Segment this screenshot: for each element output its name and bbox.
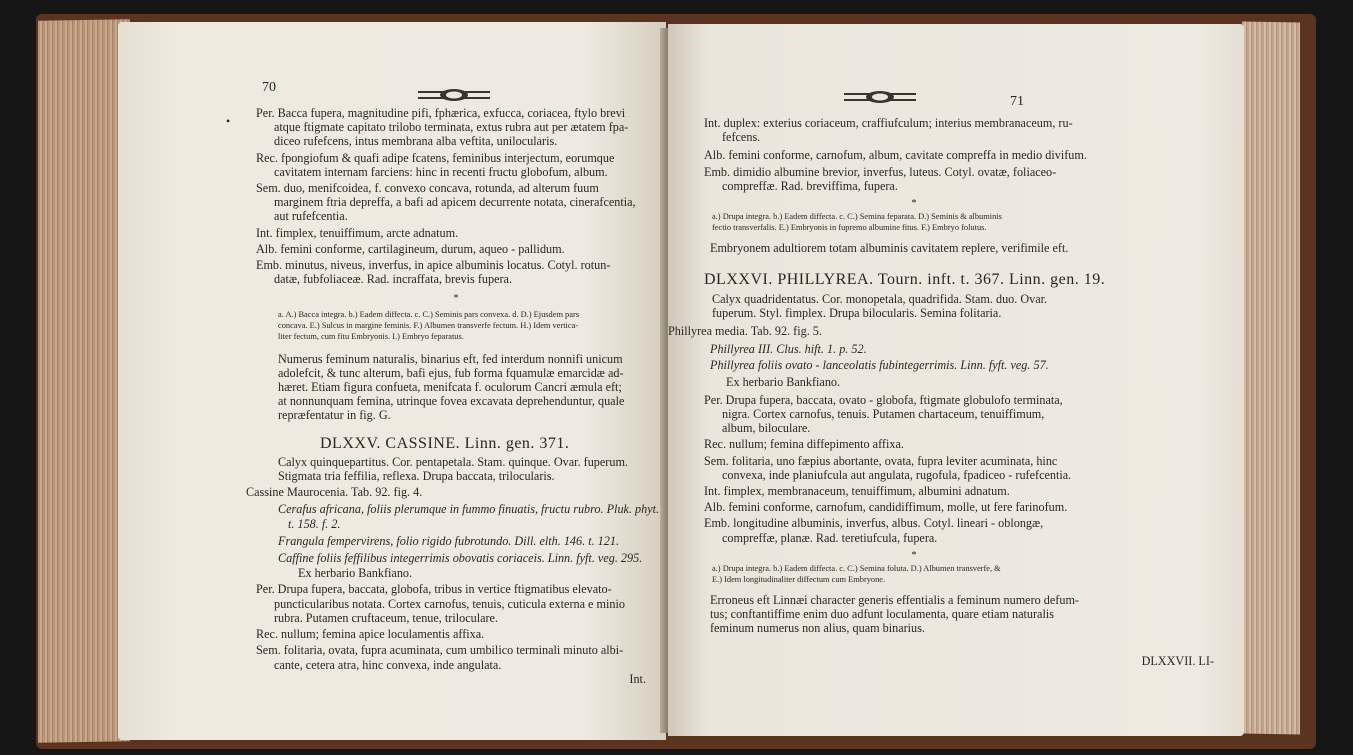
text-line: Per. Drupa fupera, baccata, ovato - globofa, ftigmate globulofo terminata, (704, 392, 1063, 407)
species-line: Cassine Maurocenia. Tab. 92. fig. 4. (246, 485, 423, 500)
para-alb (256, 242, 656, 256)
text-line: Calyx quadridentatus. Cor. monopetala, quadrifida. Stam. duo. Ovar. (712, 291, 1048, 306)
section-star: * (453, 293, 459, 305)
text-line: Emb. longitudine albuminis, inverfus, albus. Cotyl. lineari - oblongæ, (704, 516, 1044, 531)
para-numerus (256, 352, 656, 423)
page-edges-right (1242, 21, 1300, 734)
margin-bullet: • (226, 114, 231, 128)
figure-notes (256, 309, 656, 342)
para-int-2 (704, 484, 1124, 498)
left-text-block (246, 106, 660, 686)
calyx-description (256, 455, 656, 483)
para-alb-2 (704, 500, 1124, 514)
text-line: Emb. dimidio albumine brevior, inverfus, luteus. Cotyl. ovatæ, foliaceo- (704, 164, 1057, 179)
text-line: t. 158. f. 2. (288, 516, 341, 531)
para-int (256, 226, 656, 240)
para-per (704, 393, 1124, 436)
text-line: compreffæ. Rad. breviffima, fupera. (722, 178, 898, 193)
text-line: Calyx quinquepartitus. Cor. pentapetala. Stam. quinque. Ovar. fuperum. (278, 454, 628, 469)
para-emb-2 (704, 516, 1124, 544)
text-line: Per. Bacca fupera, magnitudine pifi, fphærica, exfucca, coriacea, ftylo brevi (256, 106, 626, 120)
text-line: a. A.) Bacca integra. b.) Eadem diffecta. c. C.) Seminis pars convexa. d. D.) Ejusdem pars (278, 309, 580, 319)
para-per-2 (256, 582, 656, 625)
text-line: Int. duplex: exterius coriaceum, craffiufculum; interius membranaceum, ru- (704, 116, 1073, 130)
text-line: Int. fimplex, tenuiffimum, arcte adnatum. (256, 225, 459, 240)
text-line: feminum numerus non alius, quam binarius. (710, 621, 925, 636)
text-line: Alb. femini conforme, carnofum, album, cavitate compreffa in medio divifum. (704, 148, 1087, 163)
text-line: Alb. femini conforme, carnofum, candidiffimum, molle, ut fere farinofum. (704, 500, 1068, 515)
text-line: at nonnunquam femina, utrinque fovea excavata deprehenduntur, quale (278, 394, 625, 409)
text-line: Emb. minutus, niveus, inverfus, in apice albuminis locatus. Cotyl. rotun- (256, 258, 611, 273)
text-line: diceo rufefcens, intus membrana alba veftita, unilocularis. (274, 134, 558, 149)
text-line: fefcens. (722, 130, 761, 145)
text-line: Stigmata tria feffilia, reflexa. Drupa baccata, trilocularis. (278, 469, 555, 484)
left-page (118, 22, 666, 740)
figure-notes-2 (704, 563, 1124, 585)
text-line: Sem. duo, menifcoidea, f. convexo concava, rotunda, ad alterum fuum (256, 181, 599, 196)
text-line: convexa, inde planiufcula aut angulata, rugofula, fpadiceo - rufefcentia. (722, 467, 1072, 482)
para-rec (256, 151, 656, 179)
page-edges-left (38, 19, 130, 743)
synonyms (256, 502, 660, 566)
para-sem (256, 181, 656, 224)
para-per (256, 106, 656, 149)
text-line: rubra. Putamen cruftaceum, tenue, triloculare. (274, 610, 499, 625)
text-line: atque ftigmate capitato trilobo terminata, extus rubra aut per ætatem fpa- (274, 120, 629, 135)
para-erroneus (704, 593, 1124, 636)
right-text-block (668, 116, 1214, 668)
text-line: Int. fimplex, membranaceum, tenuiffimum, albumini adnatum. (704, 484, 1010, 499)
para-alb (704, 148, 1124, 162)
herbario-line: Ex herbario Bankfiano. (298, 566, 413, 581)
para-emb (704, 165, 1124, 193)
page-number: 71 (1010, 94, 1024, 109)
figure-notes (704, 211, 1124, 233)
text-line: Rec. fpongiofum & quafi adipe fcatens, feminibus interjectum, eorumque (256, 150, 615, 165)
para-int (704, 116, 1124, 144)
text-line: Numerus feminum naturalis, binarius eft, fed interdum nonnifi unicum (278, 351, 623, 366)
text-line: fectio transverfalis. E.) Embryonis in fupremo albumine fitus. F.) Embryo folutus. (712, 223, 987, 233)
text-line: cante, cetera atra, hinc convexa, inde angulata. (274, 657, 502, 672)
section-heading: DLXXVI. PHILLYREA. Tourn. inft. t. 367. Linn. gen. 19. (704, 271, 1106, 289)
para-sem-2 (256, 643, 656, 671)
herbario-line: Ex herbario Bankfiano. (726, 374, 841, 389)
text-line: repræfentatur in fig. G. (278, 408, 391, 423)
section-heading: DLXXV. CASSINE. Linn. gen. 371. (320, 434, 570, 452)
text-line: Cerafus africana, foliis plerumque in fummo finuatis, fructu rubro. Pluk. phyt. (278, 502, 660, 517)
section-star: * (911, 549, 917, 561)
text-line: liter fectum, cum fitu Embryonis. I.) Embryo feparatus. (278, 331, 464, 341)
text-line: marginem ftria depreffa, a bafi ad apicem decurrente notata, cinerafcentia, (274, 195, 636, 210)
text-line: E.) Idem longitudinaliter diffectum cum Embryone. (712, 575, 886, 585)
text-line: cavitatem internam farciens: hinc in recenti fructu globofum, album. (274, 164, 608, 179)
catchword: Int. (629, 671, 646, 686)
section-star: * (911, 198, 917, 210)
text-line: fuperum. Styl. fimplex. Drupa bilocularis. Semina folitaria. (712, 305, 1002, 320)
text-line: a.) Drupa integra. b.) Eadem diffecta. c. C.) Semina feparata. D.) Seminis & albuminis (712, 212, 1002, 222)
text-line: Phillyrea III. Clus. hift. 1. p. 52. (710, 342, 867, 357)
para-sem (704, 454, 1124, 482)
embryonem-line: Embryonem adultiorem totam albuminis cavitatem replere, verifimile eft. (710, 241, 1069, 256)
header-ornament (844, 90, 916, 104)
text-line: a.) Drupa integra. b.) Eadem diffecta. c. C.) Semina foluta. D.) Albumen transverfe, & (712, 564, 1001, 574)
text-line: concava. E.) Sulcus in margine feminis. F.) Albumen transverfe fectum. H.) Idem vertica- (278, 320, 579, 330)
text-line: puncticularibus notata. Cortex carnofus, tenuis, cuticula externa e minio (274, 596, 625, 611)
text-line: adolefcit, & tunc alterum, bafi ejus, fub forma fquamulæ emarcidæ ad- (278, 365, 624, 380)
text-line: Sem. folitaria, uno fæpius abortante, ovata, fupra leviter acuminata, hinc (704, 453, 1058, 468)
text-line: Rec. nullum; femina apice loculamentis affixa. (256, 627, 485, 642)
text-line: Per. Drupa fupera, baccata, globofa, tribus in vertice ftigmatibus elevato- (256, 582, 612, 597)
text-line: hæret. Etiam figura confueta, menifcata f. oculorum Cancri æmula eft; (278, 380, 622, 395)
synonyms (704, 342, 1124, 372)
text-line: datæ, fubfoliaceæ. Rad. incraffata, brevis fupera. (274, 272, 513, 287)
right-page (668, 24, 1244, 736)
text-line: album, biloculare. (722, 421, 811, 436)
text-line: Phillyrea foliis ovato - lanceolatis fubintegerrimis. Linn. fyft. veg. 57. (710, 358, 1049, 373)
text-line: Frangula fempervirens, folio rigido fubrotundo. Dill. elth. 146. t. 121. (278, 533, 620, 548)
text-line: Rec. nullum; femina diffepimento affixa. (704, 437, 904, 452)
text-line: Sem. folitaria, ovata, fupra acuminata, cum umbilico terminali minuto albi- (256, 643, 624, 658)
para-emb (256, 258, 656, 286)
text-line: compreffæ, planæ. Rad. teretiufcula, fupera. (722, 530, 938, 545)
text-line: Alb. femini conforme, cartilagineum, durum, aqueo - pallidum. (256, 241, 565, 256)
para-rec-2 (256, 627, 656, 641)
text-line: aut rufefcentia. (274, 209, 348, 224)
calyx-description (704, 292, 1124, 320)
species-line: Phillyrea media. Tab. 92. fig. 5. (668, 324, 822, 339)
text-line: Caffine foliis feffilibus integerrimis obovatis coriaceis. Linn. fyft. veg. 295. (278, 551, 643, 566)
text-line: tus; conftantiffime enim duo adfunt loculamenta, quare etiam naturalis (710, 607, 1054, 622)
text-line: Erroneus eft Linnæi character generis effentialis a feminum numero defum- (710, 593, 1079, 608)
header-ornament (418, 88, 490, 102)
page-number: 70 (262, 80, 276, 95)
para-rec (704, 437, 1124, 451)
text-line: nigra. Cortex carnofus, tenuis. Putamen chartaceum, tenuiffimum, (722, 407, 1045, 422)
catchword: DLXXVII. LI- (1141, 653, 1214, 668)
